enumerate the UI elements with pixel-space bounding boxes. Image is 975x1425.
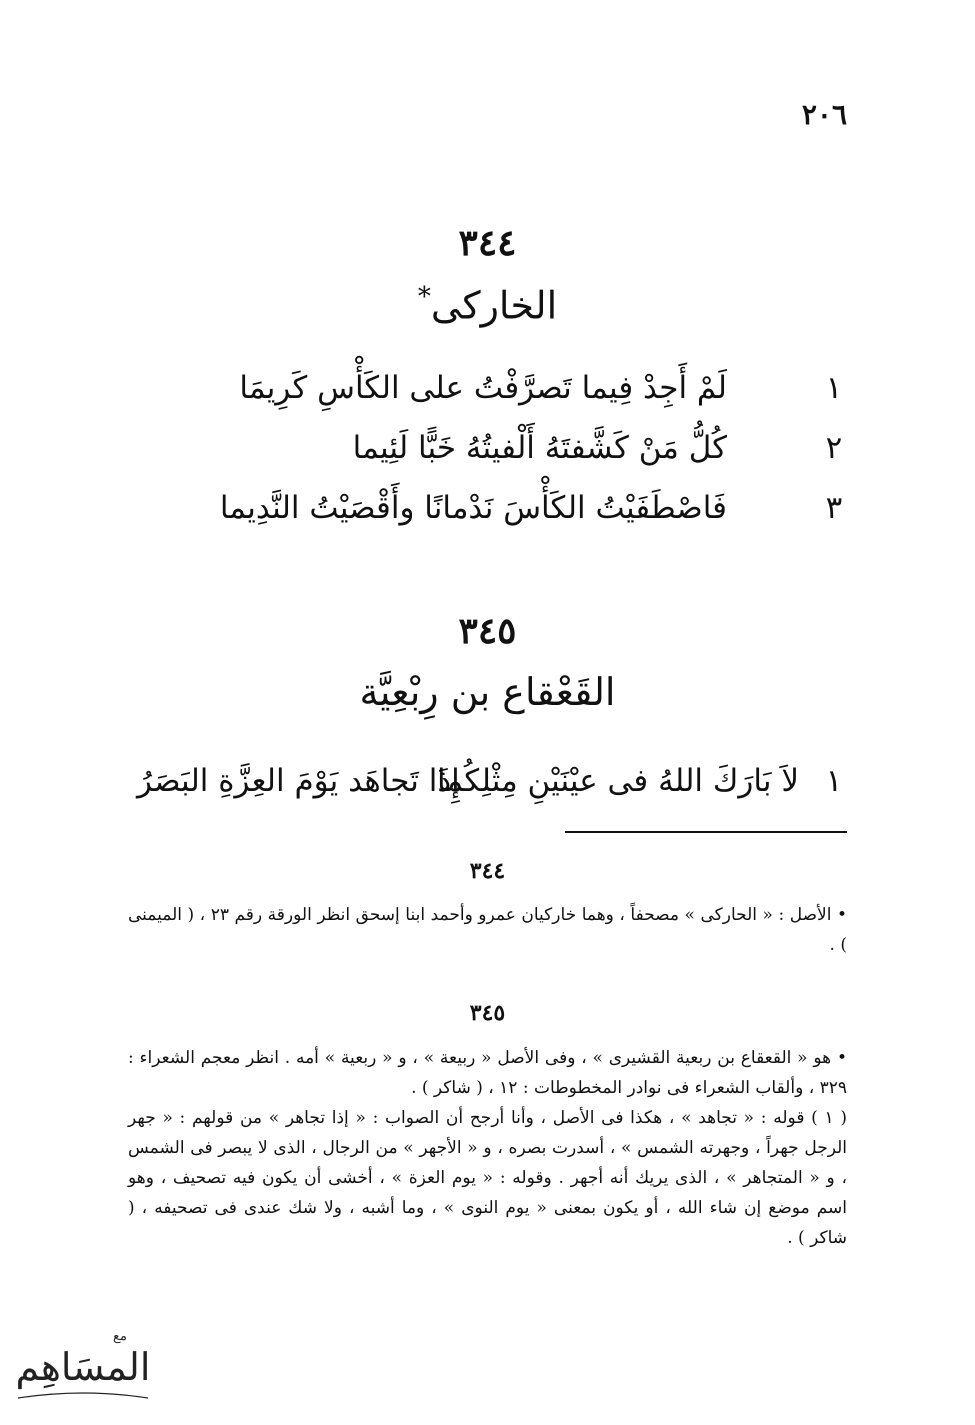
verse-text: فَاصْطَفَيْتُ الكَأْسَ نَدْمانًا وأَقْصَيْتُ النَّدِيما — [219, 490, 727, 526]
second-hemistich: إِذَا تَجاهَد يَوْمَ العِزَّةِ البَصَرُ — [137, 763, 460, 799]
publisher-logo — [8, 1318, 158, 1418]
footnote-separator — [565, 831, 847, 833]
footnote-heading-345: ٣٤٥ — [469, 1000, 506, 1026]
logo-small-text: مع — [113, 1329, 127, 1344]
author-name: الخاركى — [430, 283, 558, 328]
footnote-345 — [128, 1043, 847, 1253]
footnote-344 — [128, 900, 847, 960]
footnote-paragraph: ( ١ ) قوله : « تجاهد » ، هكذا فى الأصل ، وأنا أرجح أن الصواب : « إذا تجاهر » من قولهم : « جهر الرجل جهراً ، وجهرته الشمس » ، أسدرت بصره ، و « الأجهر » من الرجال ، الذى لا يبصر فى الشمس ، و « المتجاهر » ، الذى يريك أنه أجهر . وقوله : « يوم العزة » ، أخشى أن يكون فيه تصحيف ، وهو اسم موضع إن شاء الله ، أو يكون بمعنى « يوم النوى » ، وما أشبه ، ولا شك عندى فى تصحيفه ، ( شاكر ) . — [128, 1108, 848, 1248]
verse-3 — [137, 490, 847, 536]
first-hemistich: لاَ بَارَكَ اللهُ فى عيْنَيْنِ مِثْلِكُما — [436, 763, 799, 799]
poem-number-345: ٣٤٥ — [458, 610, 517, 652]
logo-text: المسَاهِم — [15, 1345, 151, 1389]
verse-text: كُلُّ مَنْ كَشَّفتَهُ أَلْفيتُهُ خَبًّا لَئِيما — [352, 430, 727, 466]
footnote-paragraph: • الأصل : « الحاركى » مصحفاً ، وهما خاركيان عمرو وأحمد ابنا إسحق انظر الورقة رقم ٢٣ ، ( الميمنى ) . — [128, 905, 848, 955]
poem-author-345: القَعْقاع بن رِبْعِيَّة — [359, 670, 616, 714]
page-number: ٢٠٦ — [801, 98, 847, 131]
footnote-marker: * — [417, 282, 431, 312]
verse-number: ١ — [825, 370, 843, 406]
verse-number: ٢ — [825, 430, 843, 466]
footnote-heading-344: ٣٤٤ — [469, 858, 506, 884]
verse-2 — [137, 430, 847, 476]
footnote-paragraph: • هو « القعقاع بن ربعية القشيرى » ، وفى الأصل « ربيعة » ، و « ربعية » أمه . انظر معجم الشعراء : ٣٢٩ ، وألقاب الشعراء فى نوادر المخطوطات : ١٢ ، ( شاكر ) . — [128, 1048, 847, 1098]
verse-number: ٣ — [825, 490, 843, 526]
verse-text: لَمْ أَجِدْ فِيما تَصرَّفْتُ على الكَأْسِ كَرِيمَا — [239, 370, 727, 406]
verse-1 — [137, 370, 847, 416]
logo-underline — [18, 1393, 148, 1398]
verse-number: ١ — [825, 763, 843, 799]
verse-1 — [137, 763, 847, 813]
poem-author-344 — [0, 282, 975, 328]
poem-number-344: ٣٤٤ — [458, 222, 517, 264]
